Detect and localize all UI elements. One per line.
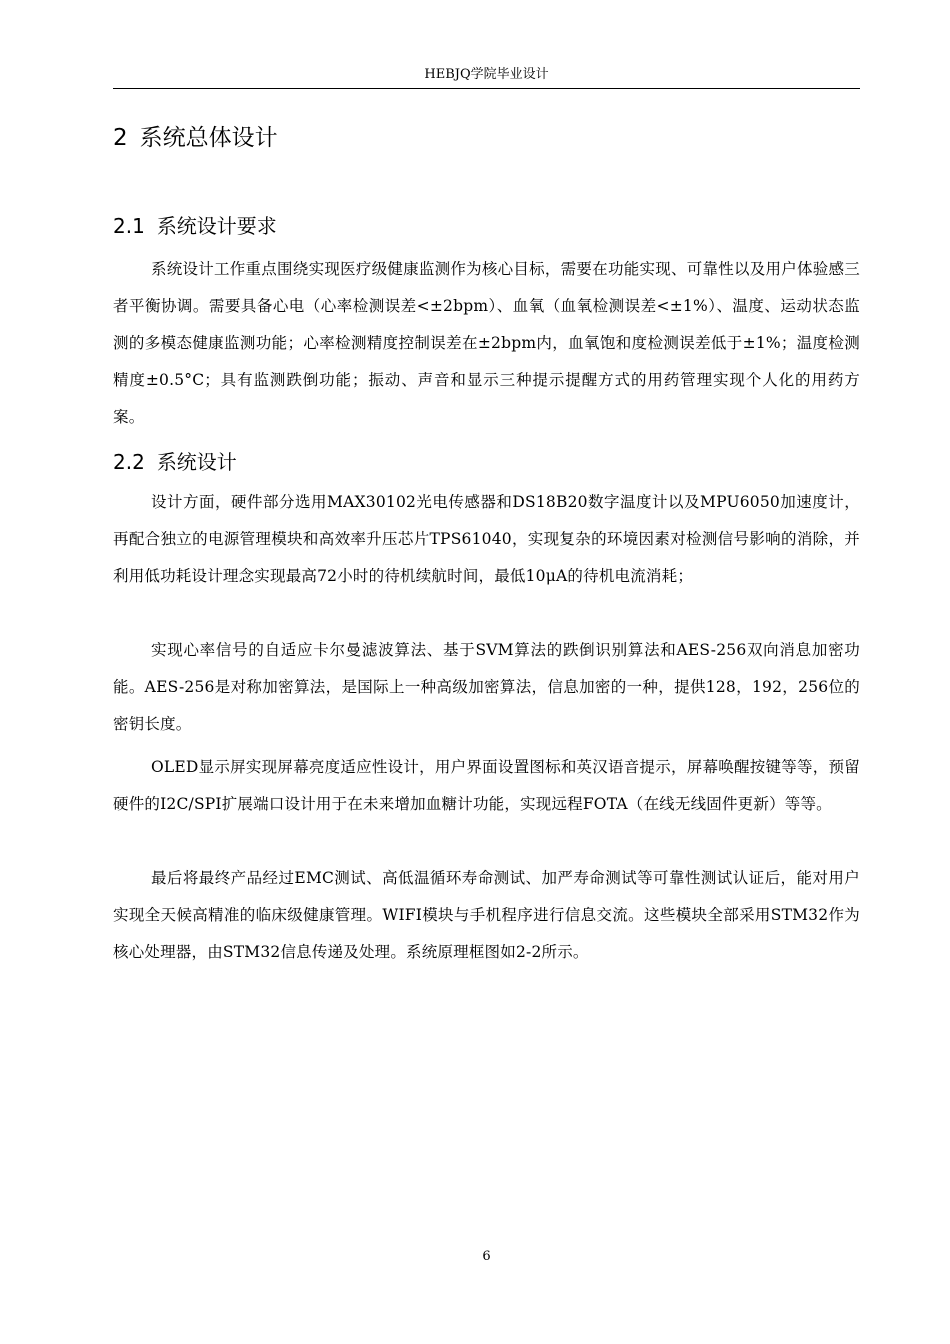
paragraph-algorithms: 实现心率信号的自适应卡尔曼滤波算法、基于SVM算法的跌倒识别算法和AES-256双向消息加密功能。AES-256是对称加密算法，是国际上一种高级加密算法，信息加密的一种，提供128，192，256位的密钥长度。	[113, 641, 860, 733]
section-heading-2-2	[113, 447, 237, 477]
chapter-heading	[113, 121, 278, 155]
paragraph-requirements: 系统设计工作重点围绕实现医疗级健康监测作为核心目标，需要在功能实现、可靠性以及用户体验感三者平衡协调。需要具备心电（心率检测误差<±2bpm）、血氧（血氧检测误差<±1%）、温度、运动状态监测的多模态健康监测功能；心率检测精度控制误差在±2bpm内，血氧饱和度检测误差低于±1%；温度检测精度±0.5°C；具有监测跌倒功能；振动、声音和显示三种提示提醒方式的用药管理实现个人化的用药方案。	[113, 260, 860, 426]
section-title: 系统设计	[156, 450, 237, 474]
page-number: 6	[482, 1249, 491, 1264]
section-heading-2-1	[113, 211, 277, 241]
chapter-title: 系统总体设计	[139, 125, 278, 151]
paragraph-hardware: 设计方面，硬件部分选用MAX30102光电传感器和DS18B20数字温度计以及MPU6050加速度计，再配合独立的电源管理模块和高效率升压芯片TPS61040，实现复杂的环境因素对检测信号影响的消除，并利用低功耗设计理念实现最高72小时的待机续航时间，最低10μA的待机电流消耗；	[113, 493, 860, 585]
section-number: 2.2	[113, 450, 145, 474]
header-divider	[113, 88, 860, 89]
paragraph-testing: 最后将最终产品经过EMC测试、高低温循环寿命测试、加严寿命测试等可靠性测试认证后，能对用户实现全天候高精准的临床级健康管理。WIFI模块与手机程序进行信息交流。这些模块全部采用STM32作为核心处理器，由STM32信息传递及处理。系统原理框图如2-2所示。	[113, 869, 860, 961]
section-number: 2.1	[113, 214, 145, 238]
section-title: 系统设计要求	[156, 214, 277, 238]
paragraph-display: OLED显示屏实现屏幕亮度适应性设计，用户界面设置图标和英汉语音提示，屏幕唤醒按键等等，预留硬件的I2C/SPI扩展端口设计用于在未来增加血糖计功能，实现远程FOTA（在线无线固件更新）等等。	[113, 758, 860, 813]
chapter-number: 2	[113, 125, 128, 151]
running-header: HEBJQ学院毕业设计	[424, 67, 549, 82]
